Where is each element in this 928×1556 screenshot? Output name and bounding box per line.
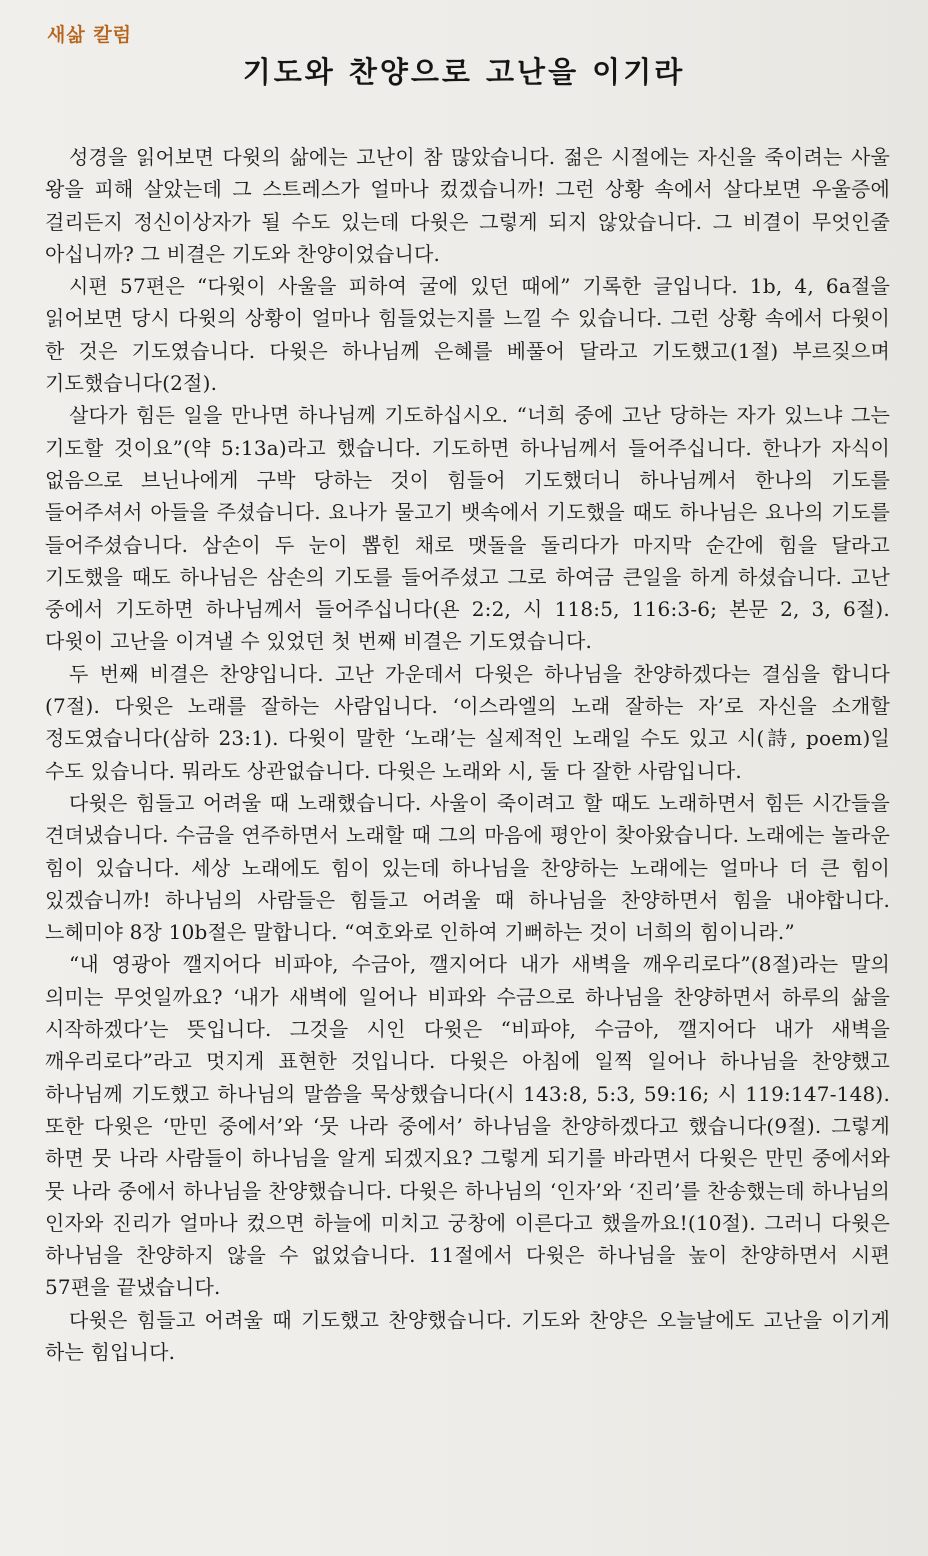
- paragraph-1: 성경을 읽어보면 다윗의 삶에는 고난이 참 많았습니다. 젊은 시절에는 자신을 죽이려는 사울 왕을 피해 살았는데 그 스트레스가 얼마나 컸겠습니까! 그런 상황 속에서 살다보면 우울증에 걸리든지 정신이상자가 될 수도 있는데 다윗은 그렇게 되지 않았습니다. 그 비결이 무엇인줄 아십니까? 그 비결은 기도와 찬양이었습니다.: [45, 145, 890, 266]
- article-title: 기도와 찬양으로 고난을 이기라: [242, 55, 686, 89]
- paragraph-4: 두 번째 비결은 찬양입니다. 고난 가운데서 다윗은 하나님을 찬양하겠다는 결심을 합니다(7절). 다윗은 노래를 잘하는 사람입니다. ‘이스라엘의 노래 잘하는 자’로 자신을 소개할 정도였습니다(삼하 23:1). 다윗이 말한 ‘노래’는 실제적인 노래일 수도 있고 시(詩, poem)일 수도 있습니다. 뭐라도 상관없습니다. 다윗은 노래와 시, 둘 다 잘한 사람입니다.: [45, 661, 890, 783]
- paragraph-7: 다윗은 힘들고 어려울 때 기도했고 찬양했습니다. 기도와 찬양은 오늘날에도 고난을 이기게 하는 힘입니다.: [45, 1307, 890, 1364]
- paragraph-2: 시편 57편은 “다윗이 사울을 피하여 굴에 있던 때에” 기록한 글입니다. 1b, 4, 6a절을 읽어보면 당시 다윗의 상황이 얼마나 힘들었는지를 느낄 수 있습니다. 그런 상황 속에서 다윗이 한 것은 기도였습니다. 다윗은 하나님께 은혜를 베풀어 달라고 기도했고(1절) 부르짖으며 기도했습니다(2절).: [45, 274, 890, 396]
- paragraph-6: “내 영광아 깰지어다 비파야, 수금아, 깰지어다 내가 새벽을 깨우리로다”(8절)라는 말의 의미는 무엇일까요? ‘내가 새벽에 일어나 비파와 수금으로 하나님을 찬양하면서 하루의 삶을 시작하겠다’는 뜻입니다. 그것을 시인 다윗은 “비파야, 수금아, 깰지어다 내가 새벽을 깨우리로다”라고 멋지게 표현한 것입니다. 다윗은 아침에 일찍 일어나 하나님을 찬양했고 하나님께 기도했고 하나님의 말씀을 묵상했습니다(시 143:8, 5:3, 59:16; 시 119:147-148). 또한 다윗은 ‘만민 중에서’와 ‘뭇 나라 중에서’ 하나님을 찬양하겠다고 했습니다(9절). 그렇게 하면 뭇 나라 사람들이 하나님을 알게 되겠지요? 그렇게 되기를 바라면서 다윗은 만민 중에서와 뭇 나라 중에서 하나님을 찬양했습니다. 다윗은 하나님의 ‘인자’와 ‘진리’를 찬송했는데 하나님의 인자와 진리가 얼마나 컸으면 하늘에 미치고 궁창에 이른다고 했을까요!(10절). 그러니 다윗은 하나님을 찬양하지 않을 수 없었습니다. 11절에서 다윗은 하나님을 높이 찬양하면서 시편 57편을 끝냈습니다.: [45, 952, 890, 1300]
- paragraph-5: 다윗은 힘들고 어려울 때 노래했습니다. 사울이 죽이려고 할 때도 노래하면서 힘든 시간들을 견뎌냈습니다. 수금을 연주하면서 노래할 때 그의 마음에 평안이 찾아왔습니다. 노래에는 놀라운 힘이 있습니다. 세상 노래에도 힘이 있는데 하나님을 찬양하는 노래에는 얼마나 더 큰 힘이 있겠습니까! 하나님의 사람들은 힘들고 어려울 때 하나님을 찬양하면서 힘을 내야합니다. 느헤미야 8장 10b절은 말합니다. “여호와로 인하여 기뻐하는 것이 너희의 힘이니라.”: [45, 790, 890, 945]
- column-label: 새삶 칼럼: [47, 24, 133, 46]
- article-body: [45, 141, 890, 1368]
- paragraph-3: 살다가 힘든 일을 만나면 하나님께 기도하십시오. “너희 중에 고난 당하는 자가 있느냐 그는 기도할 것이요”(약 5:13a)라고 했습니다. 기도하면 하나님께서 들어주십니다. 한나가 자식이 없음으로 브닌나에게 구박 당하는 것이 힘들어 기도했더니 하나님께서 한나의 기도를 들어주셔서 아들을 주셨습니다. 요나가 물고기 뱃속에서 기도했을 때도 하나님은 요나의 기도를 들어주셨습니다. 삼손이 두 눈이 뽑힌 채로 맷돌을 돌리다가 마지막 순간에 힘을 달라고 기도했을 때도 하나님은 삼손의 기도를 들어주셨고 그로 하여금 큰일을 하게 하셨습니다. 고난 중에서 기도하면 하나님께서 들어주십니다(욘 2:2, 시 118:5, 116:3-6; 본문 2, 3, 6절). 다윗이 고난을 이겨낼 수 있었던 첫 번째 비결은 기도였습니다.: [45, 403, 890, 654]
